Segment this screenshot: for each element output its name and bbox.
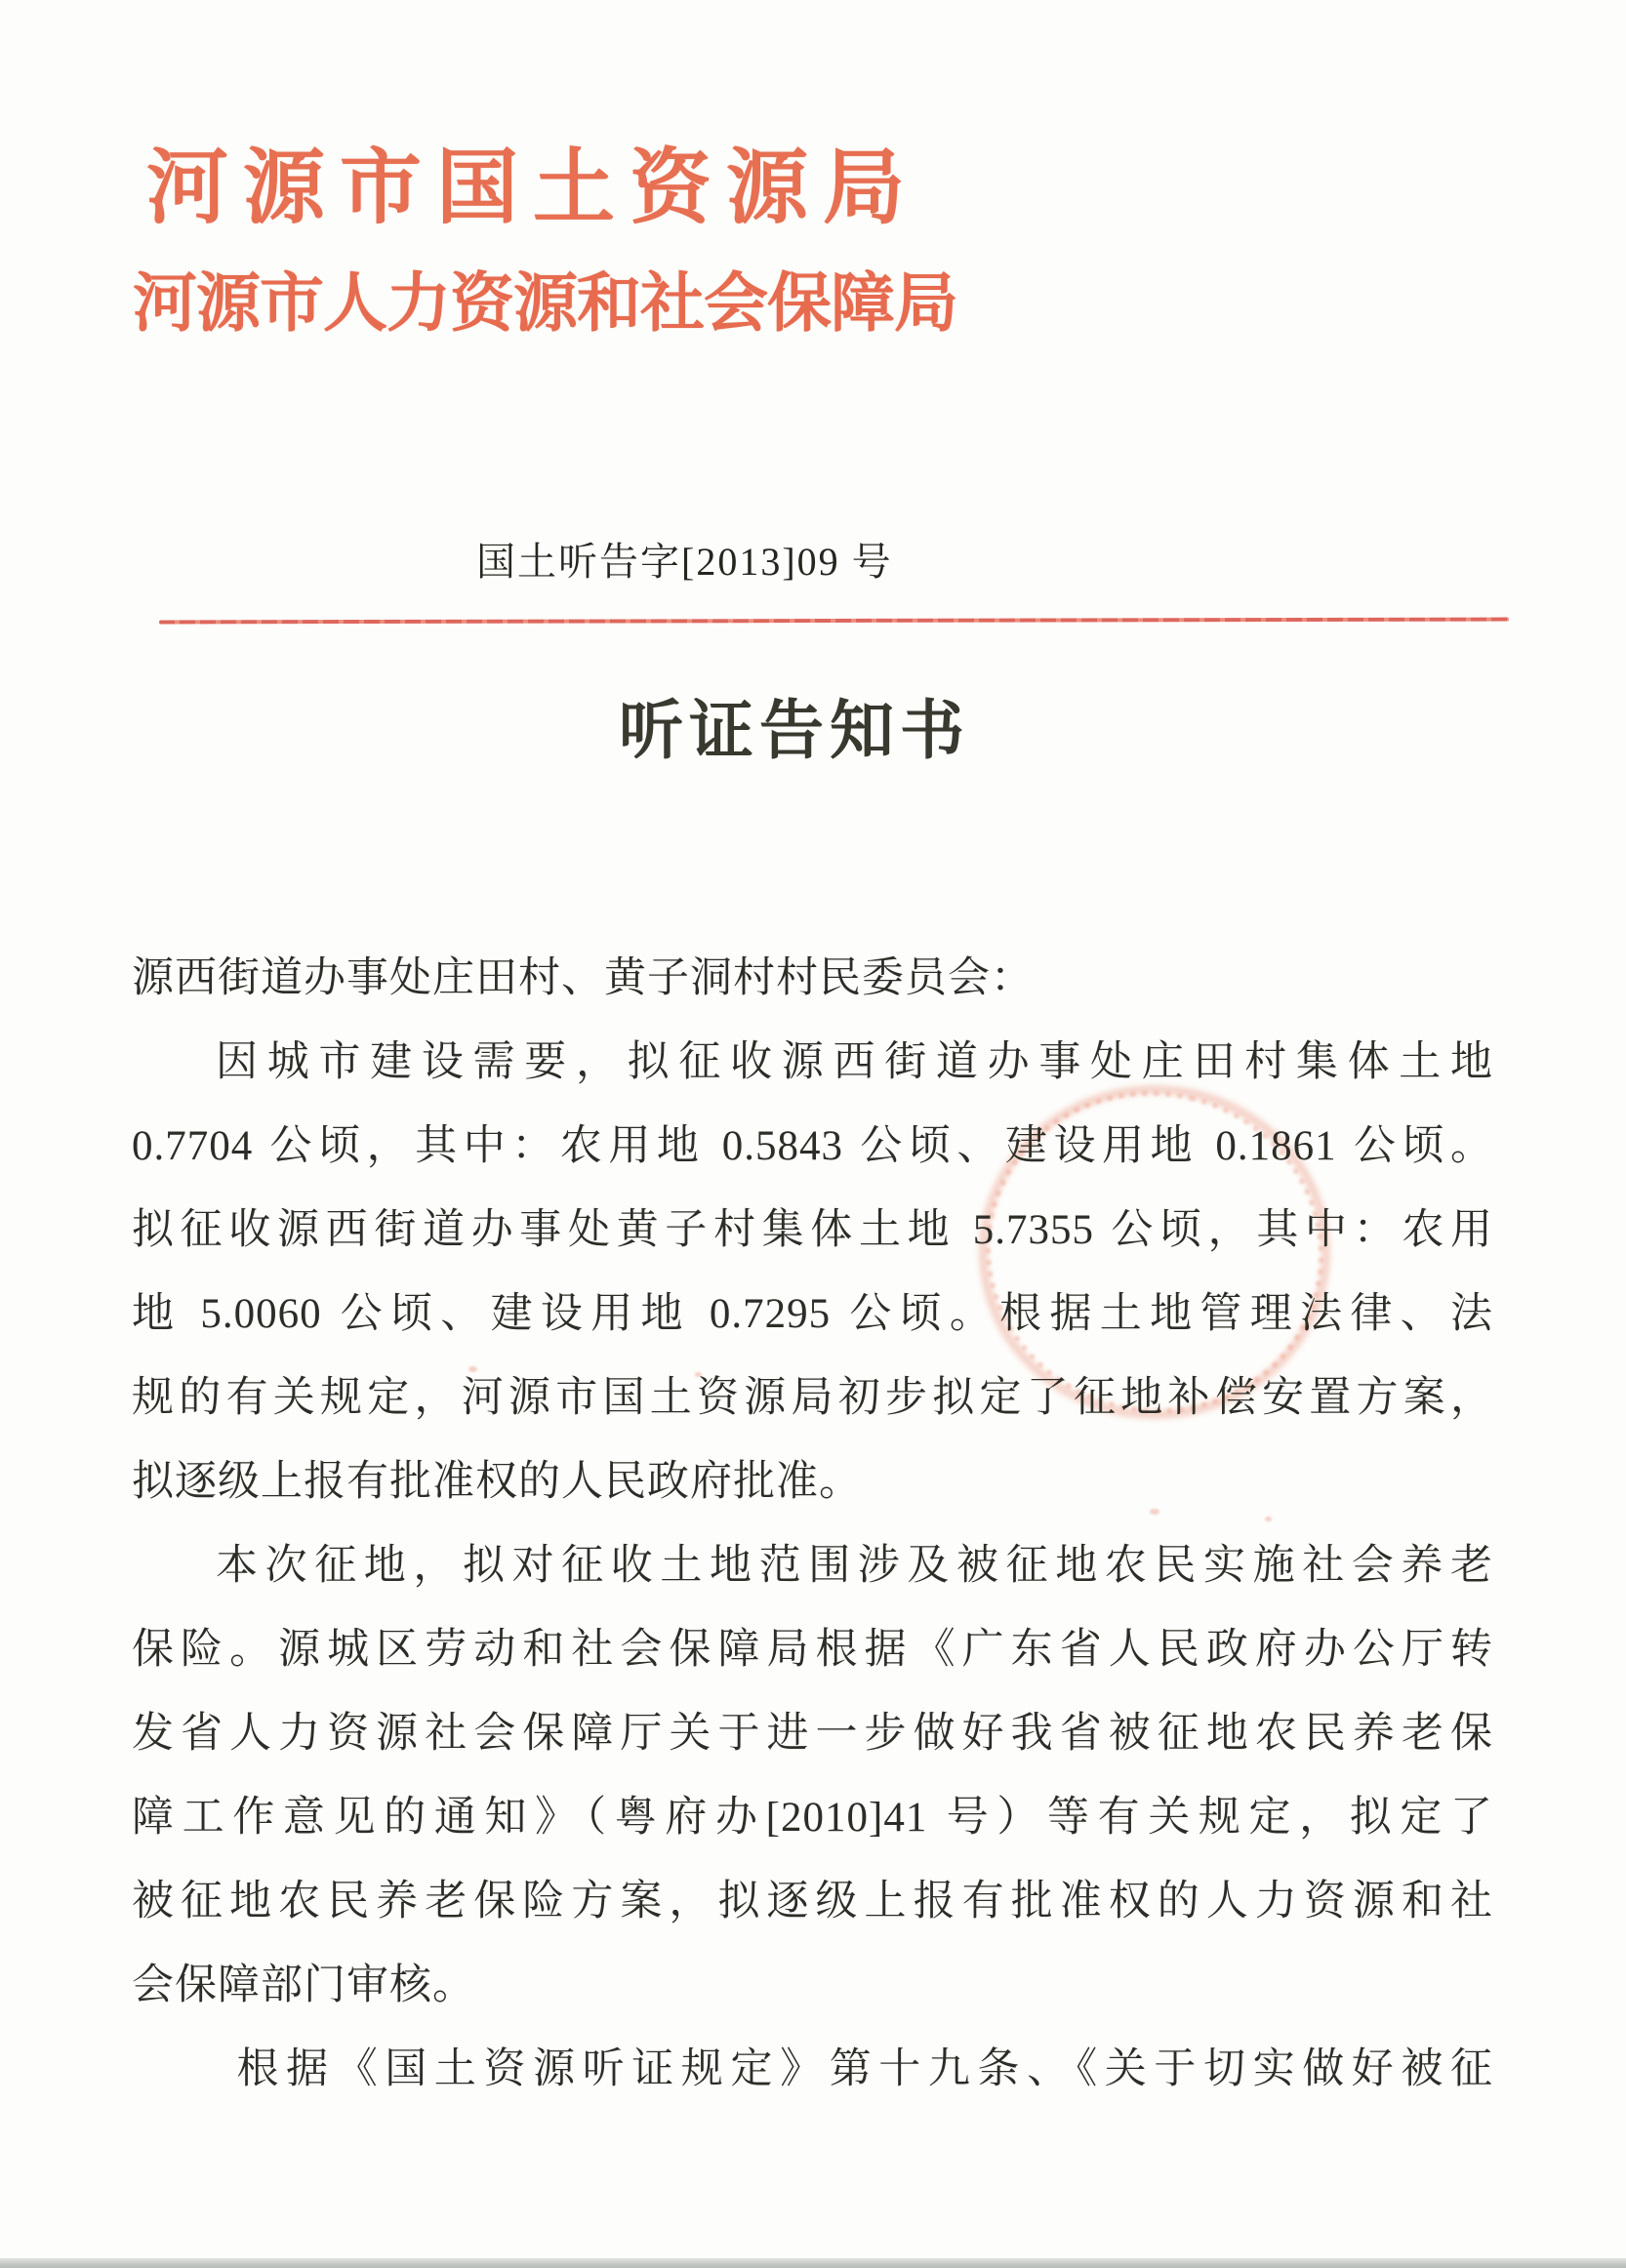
document-title: 听证告知书 [619,696,970,767]
scan-edge-artifact [0,2258,1626,2268]
body-line: 根据《国土资源听证规定》第十九条、《关于切实做好被征 [236,2045,1493,2092]
body-lines [132,937,1493,2112]
body-line: 因城市建设需要，拟征收源西街道办事处庄田村集体土地 [216,1038,1493,1085]
body-line: 0.7704 公顷，其中：农用地 0.5843 公顷、建设用地 0.1861 公顷。 [132,1122,1493,1169]
body-line: 被征地农民养老保险方案，拟逐级上报有批准权的人力资源和社 [132,1878,1493,1924]
letterhead-org-line1: 河源市国土资源局 [146,143,920,234]
document-number: 国土听告字[2013]09 号 [476,540,893,584]
letterhead-divider-rule [159,618,1509,625]
body-line: 会保障部门审核。 [132,1962,475,2008]
body-line: 源西街道办事处庄田村、黄子洞村村民委员会： [132,954,1034,1001]
letterhead-org-line2: 河源市人力资源和社会保障局 [133,268,957,340]
body-line: 拟逐级上报有批准权的人民政府批准。 [132,1458,862,1505]
body-line: 障工作意见的通知》（粤府办[2010]41 号）等有关规定，拟定了 [132,1794,1493,1841]
body-line: 规的有关规定，河源市国土资源局初步拟定了征地补偿安置方案， [132,1374,1493,1421]
body-line: 发省人力资源社会保障厅关于进一步做好我省被征地农民养老保 [132,1710,1493,1757]
body-line: 本次征地，拟对征收土地范围涉及被征地农民实施社会养老 [216,1542,1493,1589]
body-line: 保险。源城区劳动和社会保障局根据《广东省人民政府办公厅转 [132,1626,1493,1673]
body-line: 拟征收源西街道办事处黄子村集体土地 5.7355 公顷，其中：农用 [132,1206,1493,1253]
body-line: 地 5.0060 公顷、建设用地 0.7295 公顷。根据土地管理法律、法 [132,1290,1493,1337]
